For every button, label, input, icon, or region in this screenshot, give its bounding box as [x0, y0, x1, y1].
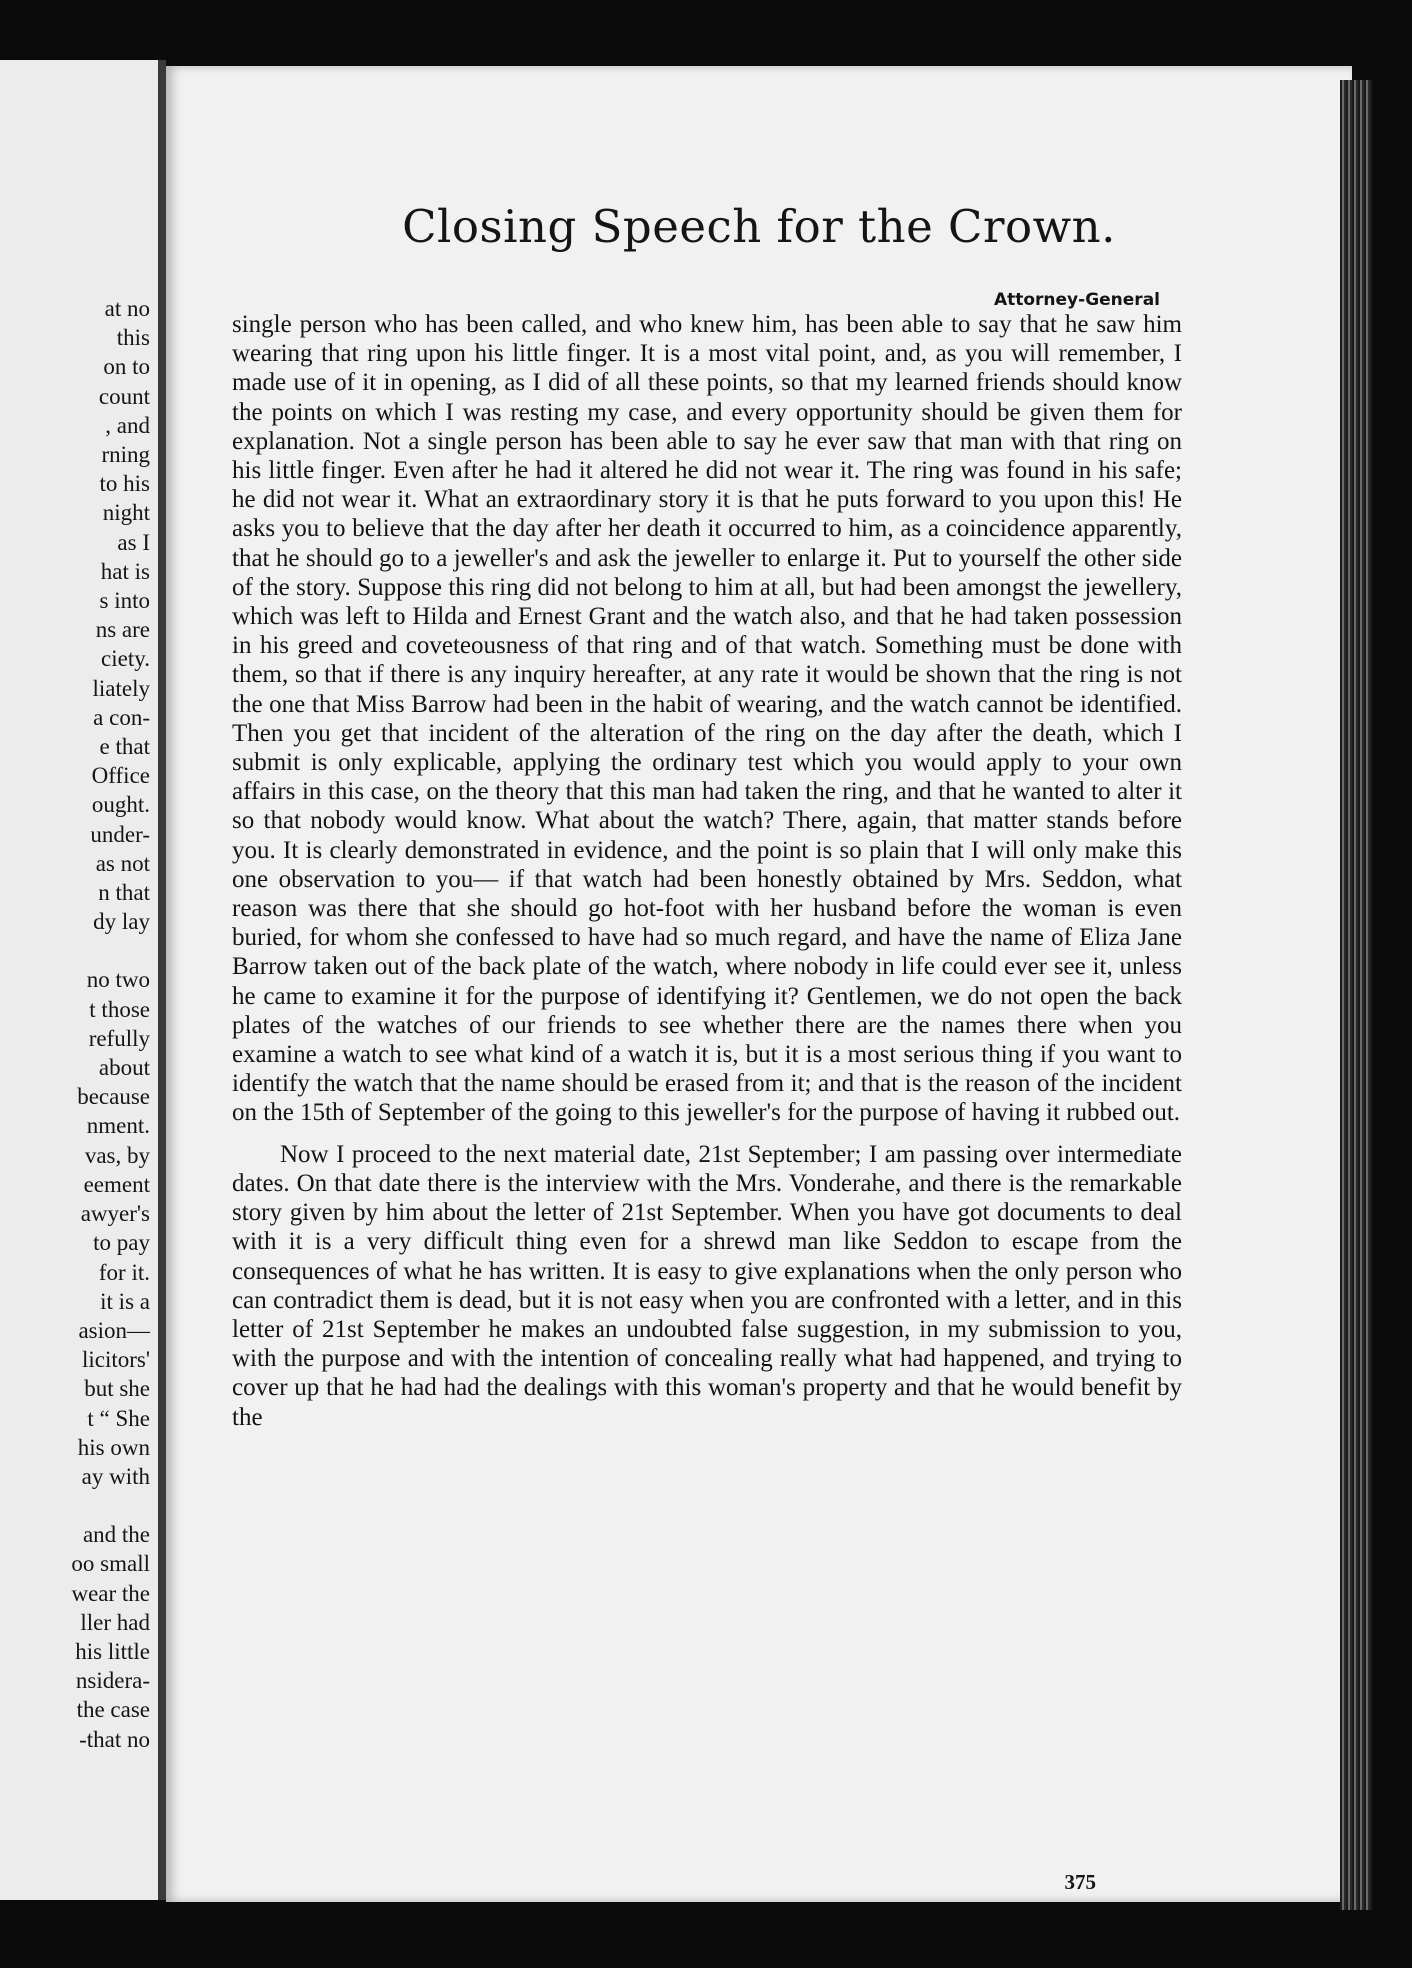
facing-page-line: this: [116, 325, 150, 351]
facing-page-line: night: [102, 500, 150, 526]
facing-page-line: to his: [99, 471, 150, 497]
facing-page-line: because: [77, 1084, 150, 1110]
running-head: Attorney-General: [993, 290, 1160, 310]
facing-page-line: ay with: [81, 1463, 150, 1489]
facing-page-line: the case: [76, 1697, 150, 1723]
facing-page-line: on to: [103, 354, 150, 380]
facing-page-line: count: [98, 383, 150, 409]
facing-page-line: nment.: [86, 1113, 150, 1139]
facing-page-line: it is a: [100, 1288, 150, 1314]
facing-page-line: e that: [99, 734, 150, 760]
page-number: 375: [1064, 1870, 1096, 1894]
facing-page-line: rning: [101, 442, 150, 468]
facing-page-line: ns are: [95, 617, 150, 643]
facing-page-line: under-: [90, 821, 150, 847]
facing-page-line: his little: [75, 1638, 150, 1664]
facing-page-line: as I: [117, 529, 150, 555]
facing-page-line: to pay: [93, 1230, 150, 1256]
chapter-title: Closing Speech for the Crown.: [402, 200, 1116, 253]
facing-page-line: a con-: [93, 704, 150, 730]
facing-page-line: , and: [105, 412, 150, 438]
facing-page: [0, 60, 164, 1900]
facing-page-line: t those: [89, 996, 150, 1022]
facing-page-text: [71, 294, 150, 1754]
facing-page-gap: [71, 936, 150, 965]
facing-page-line: his own: [77, 1434, 150, 1460]
facing-page-line: s into: [99, 588, 150, 614]
facing-page-gap: [71, 1491, 150, 1520]
facing-page-line: oo small: [71, 1551, 150, 1577]
paragraph: single person who has been called, and who knew him, has been able to say that he saw him wearing that ring upon his little finger. It is a most vital point, and, as you will remember, I made use of it in opening, as I did of all these points, so that my learned friends should know the points on which I was resting my case, and every opportunity should be given them for explanation. Not a single person has been able to say he ever saw that man with that ring on his little finger. Even after he had it altered he did not wear it. The ring was found in his safe; he did not wear it. What an extraordinary story it is that he puts forward to you upon this! He asks you to believe that the day after her death it occurred to him, as a coincidence apparently, that he should go to a jeweller's and ask the jeweller to enlarge it. Put to yourself the other side of the story. Suppose this ring did not belong to him at all, but had been amongst the jewellery, which was left to Hilda and Ernest Grant and the watch also, and that he had taken possession in his greed and coveteousness of that ring and of that watch. Something must be done with them, so that if there is any inquiry hereafter, at any rate it would be shown that the ring is not the one that Miss Barrow had been in the habit of wearing, and the watch cannot be identified. Then you get that incident of the alteration of the ring on the day after the death, which I submit is only explicable, applying the ordinary test which you would apply to your own affairs in this case, on the theory that this man had taken the ring, and that he wanted to alter it so that nobody would know. What about the watch? There, again, that matter stands before you. It is clearly demonstrated in evidence, and the point is so plain that I will only make this one observation to you— if that watch had been honestly obtained by Mrs. Seddon, what reason was there that she should go hot-foot with her husband before the woman is even buried, for whom she confessed to have had so much regard, and have the name of Eliza Jane Barrow taken out of the back plate of the watch, where nobody in life could ever see it, unless he came to examine it for the purpose of identifying it? Gentlemen, we do not open the back plates of the watches of our friends to see whether there are the names there when you examine a watch to see what kind of a watch it is, but it is a most serious thing if you want to identify the watch that the name should be erased from it; and that is the reason of the incident on the 15th of September of the going to this jeweller's for the purpose of having it rubbed out.: [232, 311, 1182, 1127]
facing-page-line: liately: [92, 675, 150, 701]
facing-page-line: ought.: [91, 792, 150, 818]
facing-page-line: as not: [95, 850, 150, 876]
facing-page-line: Office: [91, 763, 150, 789]
body-text: [232, 310, 1182, 1432]
facing-page-line: for it.: [98, 1259, 150, 1285]
facing-page-line: awyer's: [80, 1201, 150, 1227]
facing-page-line: refully: [88, 1025, 150, 1051]
facing-page-line: wear the: [71, 1580, 150, 1606]
facing-page-line: asion—: [78, 1317, 150, 1343]
facing-page-line: -that no: [79, 1726, 150, 1752]
facing-page-line: licitors': [81, 1347, 150, 1373]
facing-page-line: ller had: [80, 1609, 150, 1635]
facing-page-line: but she: [84, 1376, 150, 1402]
facing-page-line: about: [98, 1055, 150, 1081]
facing-page-line: t “ She: [87, 1405, 150, 1431]
facing-page-line: hat is: [100, 558, 150, 584]
facing-page-line: n that: [98, 880, 150, 906]
paragraph: Now I proceed to the next material date, 21st September; I am passing over intermediate dates. On that date there is the interview with the Mrs. Vonderahe, and there is the remarkable story given by him about the letter of 21st September. When you have got documents to deal with it is a very difficult thing even for a shrewd man like Seddon to escape from the consequences of what he has written. It is easy to give explanations when the only person who can contradict them is dead, but it is not easy when you are confronted with a letter, and in this letter of 21st September he makes an undoubted false suggestion, in my submission to you, with the purpose and with the intention of concealing really what had happened, and trying to cover up that he had had the dealings with this woman's property and that he would benefit by the: [232, 1140, 1182, 1431]
facing-page-line: ciety.: [101, 646, 150, 672]
facing-page-line: eement: [83, 1171, 150, 1197]
facing-page-line: dy lay: [93, 909, 150, 935]
book-gutter: [158, 60, 166, 1900]
facing-page-line: at no: [104, 296, 150, 321]
page-edges: [1340, 80, 1372, 1910]
facing-page-line: vas, by: [84, 1142, 150, 1168]
facing-page-line: and the: [82, 1522, 150, 1548]
facing-page-line: nsidera-: [75, 1668, 150, 1694]
facing-page-line: no two: [86, 967, 150, 993]
